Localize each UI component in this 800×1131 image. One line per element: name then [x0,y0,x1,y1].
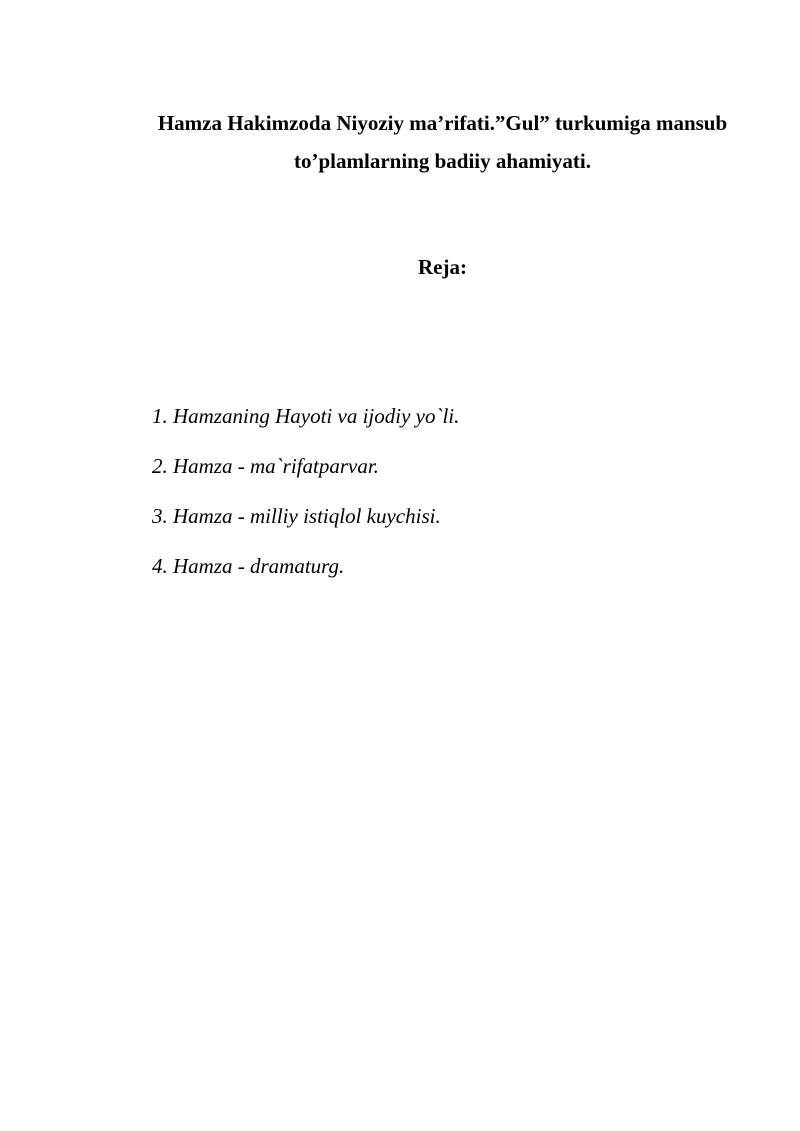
document-title-line1: Hamza Hakimzoda Niyoziy ma’rifati.”Gul” turkumiga mansub [157,111,728,135]
plan-heading: Reja: [418,255,467,279]
document-title-line2: to’plamlarning badiiy ahamiyati. [294,149,591,173]
outline-item-3: 3. Hamza - milliy istiqlol kuychisi. [152,504,441,528]
document-title [140,104,745,180]
outline-item-4: 4. Hamza - dramaturg. [152,554,345,578]
outline-item-2: 2. Hamza - ma`rifatparvar. [152,454,379,478]
outline-item-1: 1. Hamzaning Hayoti va ijodiy yo`li. [152,404,460,428]
outline-list [152,391,752,591]
